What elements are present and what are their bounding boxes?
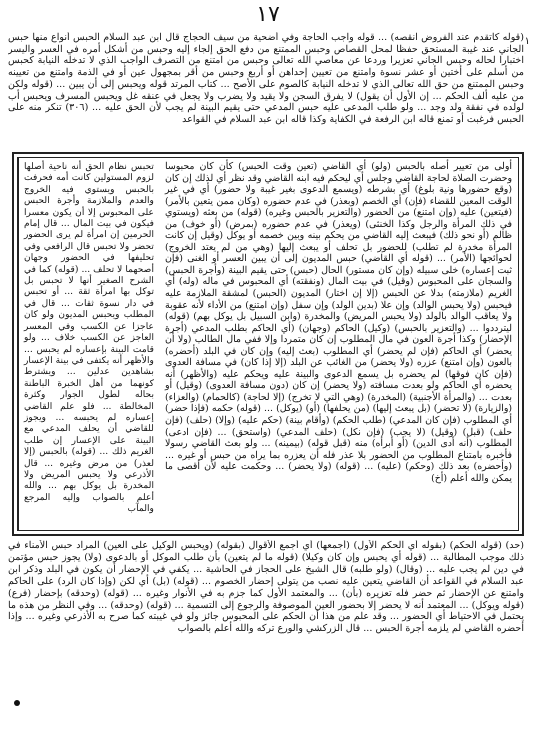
header-commentary [8, 32, 524, 150]
footer-commentary-text: (حد) (قوله الحكم) (بقوله أي الحكم الأول) (أجمعها) أي أجمع الأقوال (بقوله) (ويحبس الوكيل على العين) المراد حبس الأمناء في ذلك موجب المطالبة ... (قوله أي يحبس وإن كان وكيلا) (قوله ما لم يتعين) بأن طلب الموكل أو بالدعوى (ولا) يجوز حبس مؤتمن في دين لم يجب عليه ... (وقال) (ولو طلبه) قال الشيخ على الحجاز في الحاشية ... يكفي في الإحضار أن يكون في البلد وذكر ابن عبد السلام في القواعد أن القاضي يتعين عليه نصب من يتولى إحضار الخصوم ... (قوله) (بل) أي لكن (وإذا كان الرد) على الحاكم وامتنع عن الإحضار ثم حضر فله تعزيره (بأن) ... والمعتمد الأول كما جزم به في الأنوار وغيره ... (قوله) (وحدقه) بإحضار (فرع) (قوله ويوكل) ... المعتمد أنه لا يحضر إلا بحضور العين الموصوفة والرجوع إلى التسمية ... (قوله) (وحدقه) ... وفي النظر من هذه ما يحتمل في الاحتياط أي الحضور ... وقد علم من هذا أن الحكم على المحبوس جائز ولو في غيبته كما صرح به الأذرعي وغيره ... وإذا أحضره القاضي لم يلزمه أجرة الحبس ... قال الزركشي والورع تركه والله أعلم بالصواب [8, 540, 524, 635]
header-commentary-text: (قوله كاتقدم عند الفروض انقصه) ... قوله واجب الحاجة وفي أضحية من سيف الحجاج قال ابن عبد السلام الحبس أنواع منها حبس الجاني عند غيبة المستحق حفظا لمحل القصاص وحبس الممتنع من دفع الحق إلجاء إليه وحبس من أشكل أمره في العسر واليسر اختبارا لحاله وحبس الجاني تعزيرا وردعا عن معاصي الله تعالى وحبس من امتنع من التصرف الواجب الذي لا تدخله النيابة كحبس من أسلم على أختين أو عشر نسوة وامتنع من تعيين إحداهن أو أربع وحبس من أقر بمجهول عين أو في الذمة وامتنع من تعيينه وحبس الممتنع من حق الله تعالى الذي لا تدخله النيابة كالصوم على الأصح ... كتاب المرتد قوله ويحبس إلى أن يبين ... (قوله ولكن من عليه ألف الحكم ... إن الأول أن يقول) لا يفرق السجن ولا يقيد ولا يضرب ولا يجعل في عنقه غل ويحبس المسرف ويحبس أب لولده في نفقة ولد وجد ... ولو طلب المدعى عليه حبس المدعي حتى يقيم البينة لم يجب لأن الحق عليه ... (٣٠٦) تنكر منه على الحبس فرغبت أو تمنع قاله ابن الرفعة في الكفاية وكذا قاله ابن عبد السلام في القواعد [8, 32, 524, 125]
top-margin-mark: ١٧ [256, 2, 280, 27]
page-number: ١ [524, 36, 530, 47]
main-column-text: أولى من تعيير أصله بالحبس (ولو) أي القاضي (تعين وقت الحبس) كأن كان محبوسا وحضرت الصلاة لحاجة القاضي وجلس أي ليحكم فيه ابنه القاضي وقد نظر أي لذلك إن كان (وقع حضورها ونية بلوغ) أي بشرطه (ويسمع الدعوى بغير غيبة ولا حضور) أي في غير الوقت المعين للقضاء (فإن) أي الخصم (وبعذر) في عدم حضوره (وكان ممن يتعين بالأمر) (فيتعين) عليه (وإن امتنع) من الحضور (والتعزير بالحبس وغيره) (قوله) من بعثه (ويستوي في ذلك المرأة والرجل وكذا الخنثى) (ويعذر) في عدم حضوره (بمرض) (أو خوف) من ظالم (أو نحو ذلك) فيبعث إليه القاضي من يحكم بينه وبين خصمه أو يوكل (وقيل إن كانت المرأة مخدرة لم تطلب) للحضور بل تحلف أو يبعث إليها (وهي من لم يعتد الخروج) لحوائجها (الأمر) ... (قوله أي القاضي) حبس المديون إلى أن يبين العسر أو الغنى (فإن ثبت إعساره) خلى سبيله (وإن كان مستور) الحال (حبس) حتى يقيم البينة (وأجرة الحبس) والسجان على المحبوس (وقيل) في بيت المال (ونفقته) أي المحبوس في ماله (وله) أي الغريم (ملازمته) بدلا عن الحبس (إلا إن اختار) المديون (الحبس) لمشقة الملازمة عليه فيحبس (ولا يحبس الوالد) وإن علا (بدين الولد) وإن سفل (وإن امتنع) من الأداء لأنه عقوبة ولا يعاقب الوالد بالولد (ولا يحبس المريض) والمخدرة (وابن السبيل بل يوكل بهم) (قوله) ليترددوا ... (والتعزير بالحبس) (وكيل) الحاكم (وجهان) (أي الحاكم بطلب المدعي (أجرة الإحضار) وكذا أجرة العون في مال المطلوب إن كان متمردا وإلا ففي مال الطالب (ولا أن يحضر) أي الحاكم (فإن لم يحضر) أي المطلوب (بعث إليه) وإن كان في البلد (أحضره) بالعون (وإن امتنع) عزره (ولا يحضر) من الغائب عن البلد (إلا إذا كان) في مسافة العدوى (فإن كان فوقها) لم يحضره بل يسمع الدعوى والبينة عليه ويحكم عليه (والأظهر) أنه يحضره أي الحاكم ولو بعدت مسافته (ولا يحضر) إن كان (دون مسافة العدوى) (وقيل) أو بعدت ... (والمرأة الأجنبية) (المخدرة) (وهي التي لا تخرج) (إلا لحاجة) (كالحمام) (والعزاء) (والزيارة) (لا تحضر) (بل يبعث إليها) (من يحلفها) (أو) (يوكل) ... (قوله) حكمه (فإذا حضر) أي المطلوب (فإن كان المدعي) (طلب الحكم) (وأقام بينة) (حكم عليه) (وإلا) (حلف) (فإن حلف) (قبل) (وقيل) (لا يجب) (فإن نكل) (حلف المدعي) (واستحق) ... (فإن ادعى) المطلوب (أنه أدى الدين) (أو أبرأه) منه (قبل قوله) (بيمينه) ... ولو بعث القاضي رسولا فأخبره بامتناع المطلوب من الحضور بلا عذر فله أن يعزره بما يراه من حبس أو غيره ... (وأحضره) بعد ذلك (وحكم) (عليه) ... (قوله) (ولا يحضر) ... وحكمت عليه لأن أقصى ما يمكن والله أعلم (أخ) [165, 161, 512, 484]
main-column [159, 158, 518, 530]
ink-dot-mark [14, 700, 20, 706]
main-text-frame [12, 152, 524, 536]
side-column-text: تحبس نظام الحق أنه ناحية أصلها لزوم المستولين كانت أمه فحرفت بالحبس ويستوي فيه الخروج والعدم والملازمة وأجرة الحبس على المحبوس إلا أن يكون معسرا فيكون في بيت المال ... قال إمام الحرمين إن امرأة لم يرى الحضور تحضر ولا تحبس قال الرافعي وفي تحليفها في الحضور وجهان أصحهما لا تحلف ... (قوله) كما في الشرح الصغير أنها لا تحبس بل توكل بها امرأة ثقة ... أو تحبس في دار نسوة ثقات ... قال في المطلب ويحبس المديون ولو كان عاجزا عن الكسب وفي المعسر العاجز عن الكسب خلاف ... ولو قامت البينة بإعساره لم يحبس ... والأظهر أنه يكتفى في بينة الإعسار بشاهدين عدلين ... ويشترط كونهما من أهل الخبرة الباطنة بحاله لطول الجوار وكثرة المخالطة ... فلو علم القاضي إعساره لم يحبسه ... ويجوز للقاضي أن يحلف المدعي مع البينة على الإعسار إن طلب الغريم ذلك ... (قوله) بالحبس (إلا لعذر) من مرض وغيره ... قال الأذرعي ولا يحبس المريض ولا المخدرة بل يوكل بهم ... والله أعلم بالصواب وإليه المرجع والمآب [24, 161, 154, 515]
side-column [18, 158, 159, 530]
frame-inner-border [17, 157, 519, 531]
footer-commentary [8, 540, 524, 690]
